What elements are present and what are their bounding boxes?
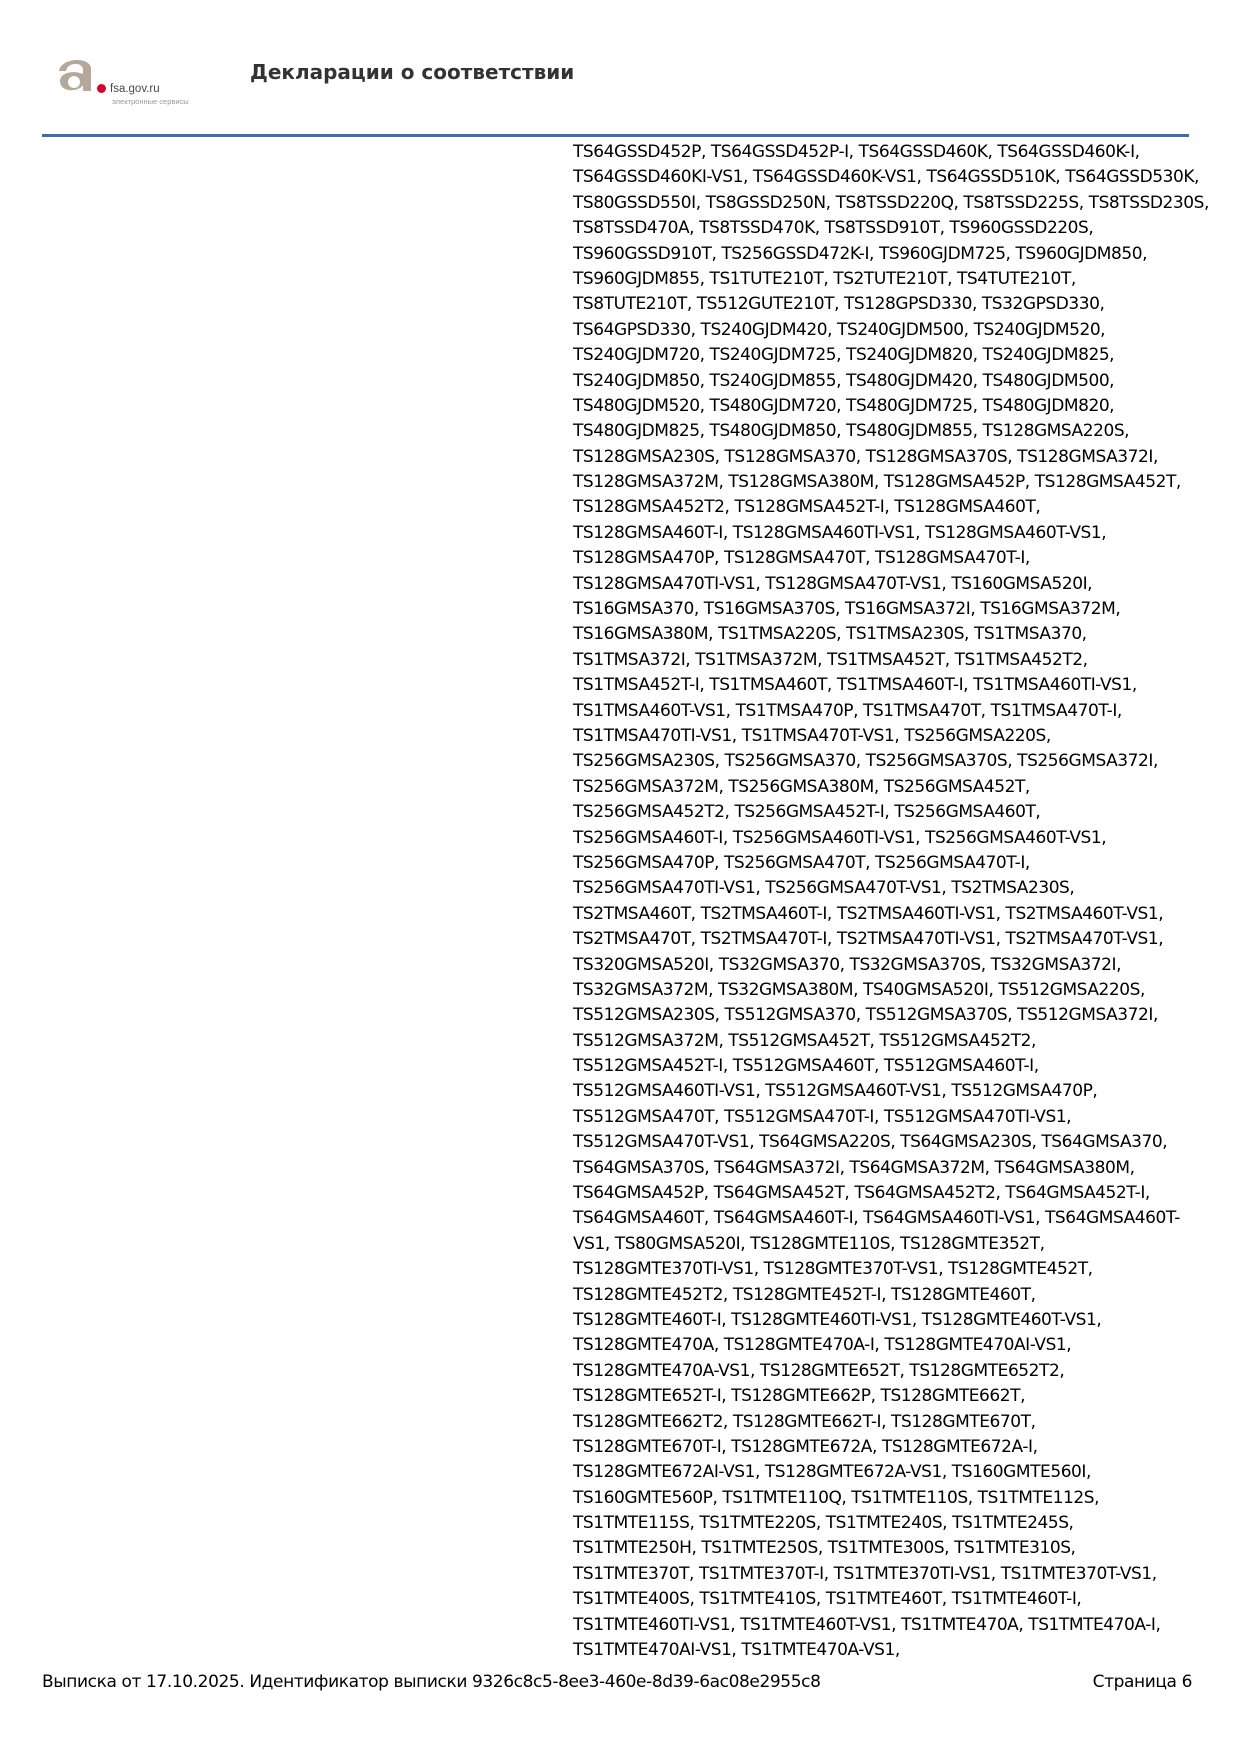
text-line: TS2TMSA470T, TS2TMSA470T-I, TS2TMSA470TI-VS1, TS2TMSA470T-VS1, xyxy=(573,929,1164,950)
text-line: TS128GMTE662T2, TS128GMTE662T-I, TS128GMTE670T, xyxy=(573,1411,1036,1432)
text-line: TS128GMSA452T2, TS128GMSA452T-I, TS128GMSA460T, xyxy=(573,497,1041,518)
text-line: TS1TMSA372I, TS1TMSA372M, TS1TMSA452T, TS1TMSA452T2, xyxy=(573,649,1088,670)
extract-info: Выписка от 17.10.2025. Идентификатор выписки 9326c8c5-8ee3-460e-8d39-6ac08e2955c8 xyxy=(42,1672,821,1692)
text-line: TS64GPSD330, TS240GJDM420, TS240GJDM500, TS240GJDM520, xyxy=(573,319,1106,340)
text-line: TS256GMSA460T-I, TS256GMSA460TI-VS1, TS256GMSA460T-VS1, xyxy=(573,827,1107,848)
text-line: TS128GMTE460T-I, TS128GMTE460TI-VS1, TS128GMTE460T-VS1, xyxy=(573,1309,1102,1330)
text-line: TS128GMSA470P, TS128GMSA470T, TS128GMSA470T-I, xyxy=(573,548,1030,569)
text-line: TS256GMSA230S, TS256GMSA370, TS256GMSA370S, TS256GMSA372I, xyxy=(573,751,1158,772)
header-divider xyxy=(42,134,1189,137)
text-line: TS16GMSA380M, TS1TMSA220S, TS1TMSA230S, TS1TMSA370, xyxy=(573,624,1087,645)
logo-dot-icon xyxy=(97,84,106,93)
text-line: TS128GMSA230S, TS128GMSA370, TS128GMSA370S, TS128GMSA372I, xyxy=(573,446,1158,467)
text-line: TS128GMTE672AI-VS1, TS128GMTE672A-VS1, TS160GMTE560I, xyxy=(573,1462,1091,1483)
text-line: TS1TMTE460TI-VS1, TS1TMTE460T-VS1, TS1TMTE470A, TS1TMTE470A-I, xyxy=(573,1614,1161,1635)
text-line: TS240GJDM720, TS240GJDM725, TS240GJDM820, TS240GJDM825, xyxy=(573,345,1115,366)
page-header xyxy=(0,0,1240,140)
text-line: TS2TMSA460T, TS2TMSA460T-I, TS2TMSA460TI-VS1, TS2TMSA460T-VS1, xyxy=(573,903,1164,924)
text-line: TS128GMTE370TI-VS1, TS128GMTE370T-VS1, TS128GMTE452T, xyxy=(573,1259,1093,1280)
text-line: TS512GMSA452T-I, TS512GMSA460T, TS512GMSA460T-I, xyxy=(573,1056,1039,1077)
text-line: VS1, TS80GMSA520I, TS128GMTE110S, TS128GMTE352T, xyxy=(573,1233,1045,1254)
text-line: TS320GMSA520I, TS32GMSA370, TS32GMSA370S, TS32GMSA372I, xyxy=(573,954,1122,975)
text-line: TS32GMSA372M, TS32GMSA380M, TS40GMSA520I, TS512GMSA220S, xyxy=(573,979,1145,1000)
text-line: TS128GMTE470A-VS1, TS128GMTE652T, TS128GMTE652T2, xyxy=(573,1360,1065,1381)
text-line: TS128GMTE452T2, TS128GMTE452T-I, TS128GMTE460T, xyxy=(573,1284,1036,1305)
text-line: TS256GMSA470P, TS256GMSA470T, TS256GMSA470T-I, xyxy=(573,852,1030,873)
text-line: TS1TMTE250H, TS1TMTE250S, TS1TMTE300S, TS1TMTE310S, xyxy=(573,1538,1076,1559)
text-line: TS80GSSD550I, TS8GSSD250N, TS8TSSD220Q, TS8TSSD225S, TS8TSSD230S, xyxy=(573,192,1209,213)
text-line: TS64GMSA370S, TS64GMSA372I, TS64GMSA372M, TS64GMSA380M, xyxy=(573,1157,1135,1178)
text-line: TS8TSSD470A, TS8TSSD470K, TS8TSSD910T, TS960GSSD220S, xyxy=(573,218,1094,239)
text-line: TS960GJDM855, TS1TUTE210T, TS2TUTE210T, TS4TUTE210T, xyxy=(573,268,1076,289)
text-line: TS128GMSA470TI-VS1, TS128GMSA470T-VS1, TS160GMSA520I, xyxy=(573,573,1093,594)
text-line: TS64GMSA460T, TS64GMSA460T-I, TS64GMSA460TI-VS1, TS64GMSA460T- xyxy=(573,1208,1180,1229)
fsa-logo-icon xyxy=(55,52,99,96)
text-line: TS512GMSA470T, TS512GMSA470T-I, TS512GMSA470TI-VS1, xyxy=(573,1106,1072,1127)
text-line: TS8TUTE210T, TS512GUTE210T, TS128GPSD330, TS32GPSD330, xyxy=(573,294,1105,315)
page-number: Страница 6 xyxy=(1092,1672,1192,1692)
text-line: TS256GMSA452T2, TS256GMSA452T-I, TS256GMSA460T, xyxy=(573,802,1041,823)
text-line: TS128GMSA372M, TS128GMSA380M, TS128GMSA452P, TS128GMSA452T, xyxy=(573,472,1181,493)
text-line: TS128GMTE470A, TS128GMTE470A-I, TS128GMTE470AI-VS1, xyxy=(573,1335,1072,1356)
text-line: TS16GMSA370, TS16GMSA370S, TS16GMSA372I, TS16GMSA372M, xyxy=(573,599,1121,620)
text-line: TS1TMTE470AI-VS1, TS1TMTE470A-VS1, xyxy=(573,1640,900,1661)
text-line: TS64GMSA452P, TS64GMSA452T, TS64GMSA452T2, TS64GMSA452T-I, xyxy=(573,1183,1150,1204)
text-line: TS512GMSA470T-VS1, TS64GMSA220S, TS64GMSA230S, TS64GMSA370, xyxy=(573,1132,1168,1153)
text-line: TS1TMTE370T, TS1TMTE370T-I, TS1TMTE370TI-VS1, TS1TMTE370T-VS1, xyxy=(573,1563,1157,1584)
text-line: TS128GMTE670T-I, TS128GMTE672A, TS128GMTE672A-I, xyxy=(573,1436,1038,1457)
product-list xyxy=(573,140,1213,1663)
text-line: TS480GJDM520, TS480GJDM720, TS480GJDM725, TS480GJDM820, xyxy=(573,395,1115,416)
text-line: TS512GMSA460TI-VS1, TS512GMSA460T-VS1, TS512GMSA470P, xyxy=(573,1081,1098,1102)
fsa-logo[interactable] xyxy=(55,52,215,112)
text-line: TS960GSSD910T, TS256GSSD472K-I, TS960GJDM725, TS960GJDM850, xyxy=(573,243,1148,264)
text-line: TS1TMSA452T-I, TS1TMSA460T, TS1TMSA460T-I, TS1TMSA460TI-VS1, xyxy=(573,675,1137,696)
text-line: TS128GMSA460T-I, TS128GMSA460TI-VS1, TS128GMSA460T-VS1, xyxy=(573,522,1107,543)
text-line: TS1TMSA460T-VS1, TS1TMSA470P, TS1TMSA470T, TS1TMSA470T-I, xyxy=(573,700,1122,721)
text-line: TS512GMSA372M, TS512GMSA452T, TS512GMSA452T2, xyxy=(573,1030,1036,1051)
text-line: TS64GSSD460KI-VS1, TS64GSSD460K-VS1, TS64GSSD510K, TS64GSSD530K, xyxy=(573,167,1199,188)
text-line: TS256GMSA372M, TS256GMSA380M, TS256GMSA452T, xyxy=(573,776,1030,797)
text-line: TS1TMTE400S, TS1TMTE410S, TS1TMTE460T, TS1TMTE460T-I, xyxy=(573,1589,1082,1610)
page-title: Декларации о соответствии xyxy=(250,60,575,84)
text-line: TS160GMTE560P, TS1TMTE110Q, TS1TMTE110S, TS1TMTE112S, xyxy=(573,1487,1100,1508)
logo-subtitle: электронные сервисы xyxy=(112,97,189,106)
logo-site-text: fsa.gov.ru xyxy=(110,83,160,95)
text-line: TS480GJDM825, TS480GJDM850, TS480GJDM855, TS128GMSA220S, xyxy=(573,421,1130,442)
text-line: TS256GMSA470TI-VS1, TS256GMSA470T-VS1, TS2TMSA230S, xyxy=(573,878,1075,899)
text-line: TS1TMSA470TI-VS1, TS1TMSA470T-VS1, TS256GMSA220S, xyxy=(573,725,1051,746)
text-line: TS64GSSD452P, TS64GSSD452P-I, TS64GSSD460K, TS64GSSD460K-I, xyxy=(573,142,1140,162)
text-line: TS1TMTE115S, TS1TMTE220S, TS1TMTE240S, TS1TMTE245S, xyxy=(573,1513,1074,1534)
text-line: TS512GMSA230S, TS512GMSA370, TS512GMSA370S, TS512GMSA372I, xyxy=(573,1005,1158,1026)
text-line: TS128GMTE652T-I, TS128GMTE662P, TS128GMTE662T, xyxy=(573,1386,1026,1407)
text-line: TS240GJDM850, TS240GJDM855, TS480GJDM420, TS480GJDM500, xyxy=(573,370,1115,391)
